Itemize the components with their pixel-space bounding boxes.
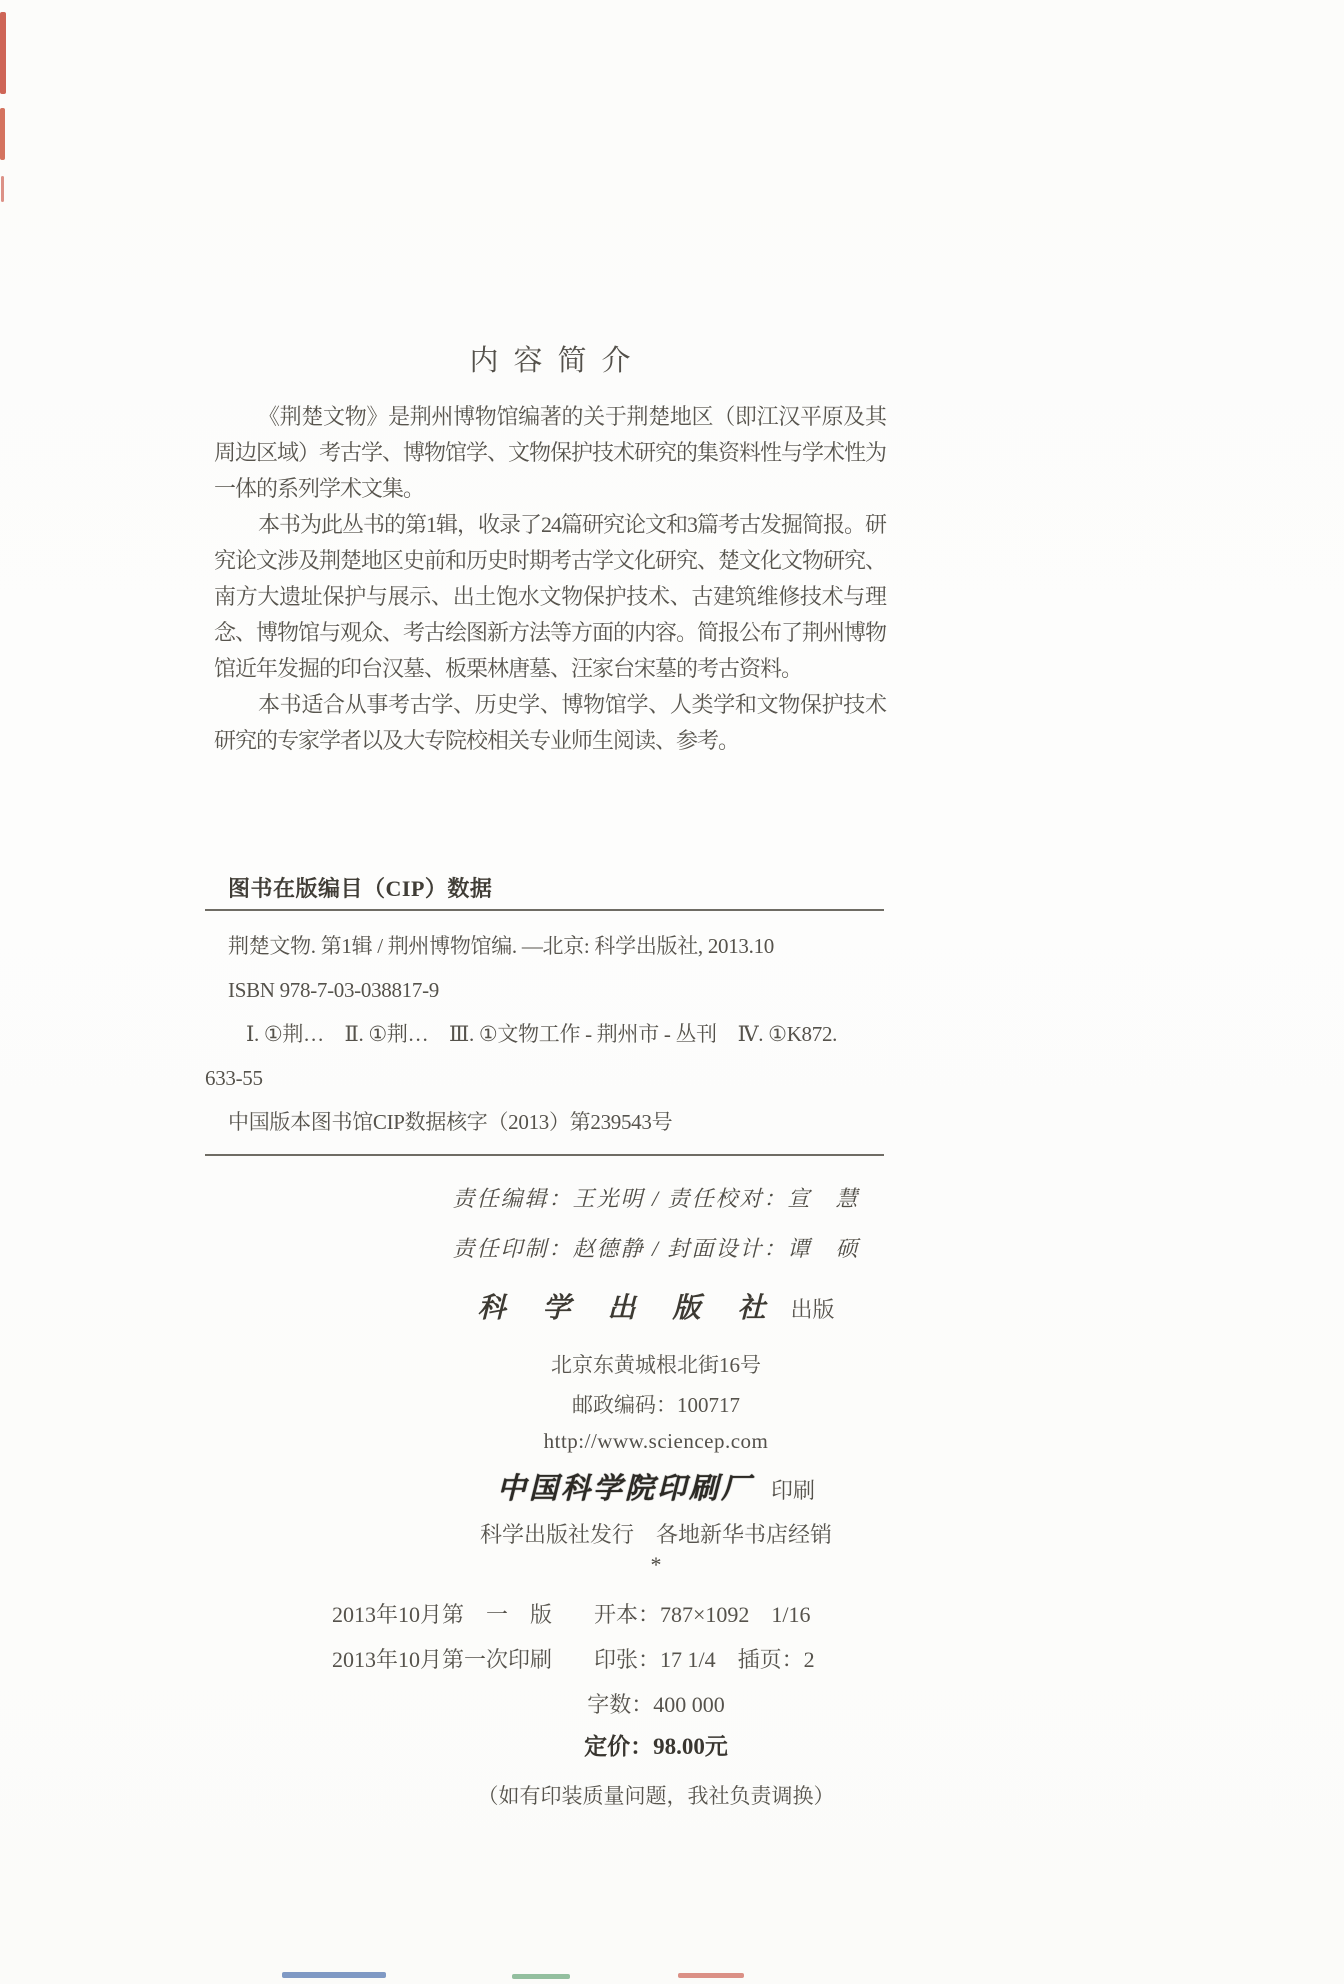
scan-artifact-blue	[282, 1972, 386, 1978]
edition-row-1	[332, 1598, 892, 1629]
publish-label: 出版	[790, 1297, 835, 1322]
publisher-address: 北京东黄城根北街16号	[551, 1353, 761, 1377]
format-spec: 开本：787×1092 1/16	[594, 1602, 811, 1627]
price-label: 定价：	[584, 1734, 654, 1759]
cip-classification-line: Ⅰ. ①荆… Ⅱ. ①荆… Ⅲ. ①文物工作 - 荆州市 - 丛刊 Ⅳ. ①K872.	[246, 1022, 838, 1046]
quality-notice: （如有印装质量问题，我社负责调换）	[477, 1784, 835, 1808]
printing-date: 2013年10月第一次印刷	[332, 1647, 553, 1672]
separator-asterisk: *	[650, 1552, 662, 1577]
divider-line	[205, 1154, 884, 1156]
content-summary-title: 内容简介	[469, 345, 646, 377]
cip-title-line: 荆楚文物. 第1辑 / 荆州博物馆编. —北京: 科学出版社, 2013.10	[228, 934, 774, 958]
cip-isbn-line: ISBN 978-7-03-038817-9	[228, 978, 439, 1002]
scan-artifact-red	[678, 1973, 744, 1978]
divider-line	[205, 909, 884, 911]
staff-credits	[256, 1182, 1056, 1282]
printer-logotype: 中国科学院印刷厂	[496, 1473, 753, 1505]
scan-artifact-red	[0, 12, 6, 94]
cip-heading: 图书在版编目（CIP）数据	[228, 876, 493, 901]
publisher-website: http://www.sciencep.com	[543, 1429, 769, 1453]
price-line	[256, 1728, 1056, 1761]
edition-date: 2013年10月第 一 版	[332, 1602, 553, 1627]
cip-record-number-line: 中国版本图书馆CIP数据核字（2013）第239543号	[228, 1110, 673, 1134]
publisher-line	[256, 1286, 1056, 1326]
publisher-postcode: 邮政编码：100717	[572, 1393, 740, 1417]
sheets-inserts-spec: 印张：17 1/4 插页：2	[594, 1647, 815, 1672]
scan-artifact-green	[512, 1974, 570, 1979]
scan-artifact-red	[0, 108, 5, 160]
intro-paragraph: 本书适合从事考古学、历史学、博物馆学、人类学和文物保护技术研究的专家学者以及大专院校相关专业师生阅读、参考。	[214, 692, 886, 753]
editor-proofreader-line: 责任编辑：王光明 / 责任校对：宣 慧	[452, 1186, 860, 1211]
publisher-logotype: 科 学 出 版 社	[477, 1293, 781, 1324]
price-value: 98.00元	[653, 1734, 728, 1759]
scan-artifact-red	[1, 176, 4, 202]
word-count: 字数：400 000	[587, 1692, 725, 1717]
cip-data-block	[205, 933, 928, 1153]
cip-classification-continuation: 633-55	[205, 1066, 263, 1090]
content-summary-text	[214, 399, 886, 759]
print-label: 印刷	[771, 1478, 816, 1503]
printing-cover-design-line: 责任印制：赵德静 / 封面设计：谭 硕	[452, 1236, 860, 1261]
intro-paragraph: 《荆楚文物》是荆州博物馆编著的关于荆楚地区（即江汉平原及其周边区域）考古学、博物馆学、文物保护技术研究的集资料性与学术性为一体的系列学术文集。	[214, 404, 887, 501]
intro-paragraph: 本书为此丛书的第1辑，收录了24篇研究论文和3篇考古发掘简报。研究论文涉及荆楚地区史前和历史时期考古学文化研究、楚文化文物研究、南方大遗址保护与展示、出土饱水文物保护技术、古建筑维修技术与理念、博物馆与观众、考古绘图新方法等方面的内容。简报公布了荆州博物馆近年发掘的印台汉墓、板栗林唐墓、汪家台宋墓的考古资料。	[214, 512, 887, 681]
printer-line	[256, 1466, 1056, 1507]
distribution-line: 科学出版社发行 各地新华书店经销	[479, 1522, 832, 1547]
edition-row-2	[332, 1643, 892, 1674]
